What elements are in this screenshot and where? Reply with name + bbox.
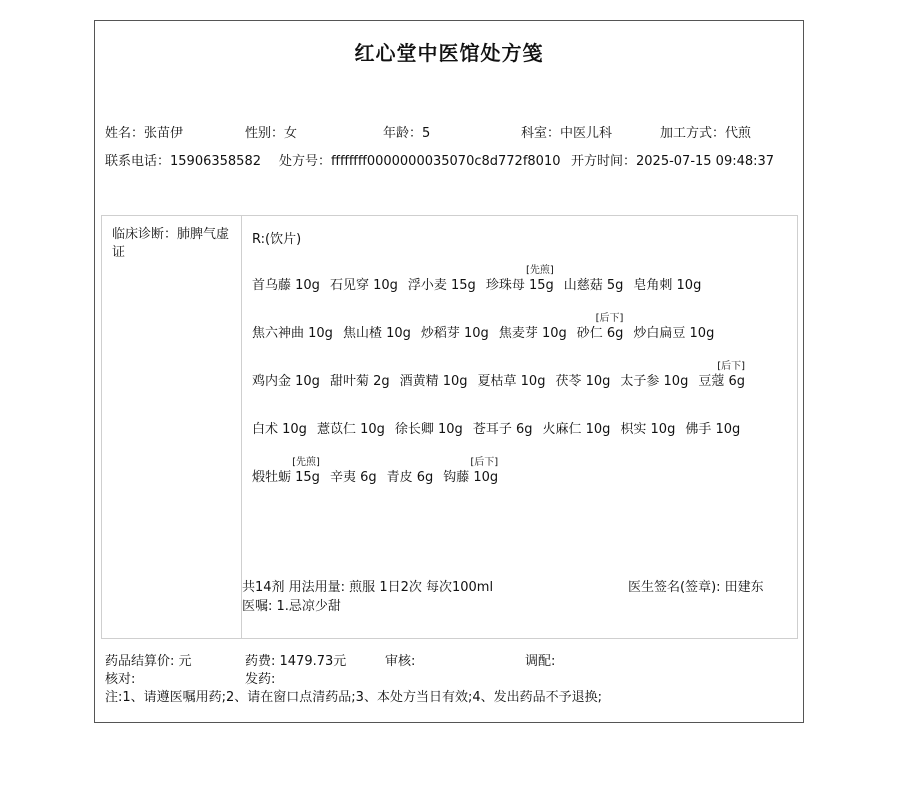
patient-phone: 联系电话：15906358582 [105, 154, 261, 169]
patient-department: 科室：中医儿科 [521, 126, 613, 141]
herb-item [330, 466, 377, 485]
prescription-body [101, 215, 798, 639]
herb-item [317, 418, 385, 437]
herb-item [698, 361, 745, 389]
herb-name-dose: 枳实 10g [620, 422, 676, 437]
herb-item [485, 265, 554, 293]
herb-name-dose: 焦麦芽 10g [498, 326, 567, 341]
drug-fee: 药费: 1479.73元 [245, 654, 347, 669]
herb-line [252, 457, 508, 506]
herb-name-dose: 青皮 6g [386, 470, 434, 485]
document-title: 红心堂中医馆处方笺 [354, 41, 544, 65]
rx-label: R:(饮片) [252, 232, 302, 247]
issue-field: 发药: [245, 672, 276, 687]
herb-item [633, 274, 701, 293]
herb-item [499, 322, 567, 341]
herb-item [252, 457, 320, 485]
settlement-price: 药品结算价: 元 [105, 654, 192, 669]
herb-prep-note: [后下] [470, 457, 499, 468]
herb-name-dose: 炒白扁豆 10g [633, 326, 715, 341]
patient-name: 姓名：张苗伊 [105, 126, 184, 141]
herb-item [343, 322, 411, 341]
herb-line [252, 418, 750, 458]
herb-item [620, 418, 675, 437]
herb-list [252, 216, 797, 638]
herb-line [252, 265, 711, 314]
doctor-advice: 医嘱: 1.忌凉少甜 [242, 599, 341, 614]
herb-name-dose: 焦山楂 10g [342, 326, 411, 341]
herb-name-dose: 徐长卿 10g [394, 422, 463, 437]
herb-name-dose: 辛夷 6g [329, 470, 377, 485]
herb-name-dose: 煅牡蛎 15g [252, 470, 320, 485]
herb-name-dose: 白术 10g [252, 422, 307, 437]
herb-name-dose: 砂仁 6g [576, 326, 624, 341]
prescription-sheet [94, 20, 804, 723]
herb-item [330, 274, 398, 293]
herb-item [252, 370, 320, 389]
herb-prep-note: [先煎] [525, 265, 554, 276]
herb-name-dose: 佛手 10g [685, 422, 741, 437]
herb-item [387, 466, 434, 485]
herb-name-dose: 珍珠母 15g [485, 278, 554, 293]
dispense-field: 调配: [525, 654, 556, 669]
herb-line [252, 313, 724, 362]
clinical-diagnosis: 临床诊断：肺脾气虚证 [102, 216, 242, 638]
herb-name-dose: 山慈菇 5g [563, 278, 624, 293]
herb-name-dose: 鸡内金 10g [252, 374, 320, 389]
herb-item [252, 418, 307, 437]
herb-item [542, 418, 610, 437]
notice-text: 注:1、请遵医嘱用药;2、请在窗口点清药品;3、本处方当日有效;4、发出药品不予退换; [105, 690, 602, 705]
herb-item [685, 418, 740, 437]
herb-name-dose: 甜叶菊 2g [329, 374, 390, 389]
prescription-number: 处方号：ffffffff0000000035070c8d772f8010 [279, 154, 561, 169]
herb-prep-note: [先煎] [292, 457, 320, 468]
herb-item [252, 274, 320, 293]
herb-name-dose: 浮小麦 15g [407, 278, 476, 293]
herb-item [330, 370, 390, 389]
herb-item [443, 457, 499, 485]
herb-prep-note: [后下] [595, 313, 624, 324]
herb-area [242, 216, 797, 638]
herb-name-dose: 皂角刺 10g [633, 278, 702, 293]
usage-instructions: 共14剂 用法用量: 煎服 1日2次 每次100ml [242, 580, 494, 595]
herb-name-dose: 首乌藤 10g [252, 278, 320, 293]
herb-item [473, 418, 533, 437]
herb-item [252, 322, 333, 341]
herb-name-dose: 夏枯草 10g [477, 374, 546, 389]
herb-item [564, 274, 624, 293]
herb-name-dose: 炒稻芽 10g [420, 326, 489, 341]
review-field: 审核: [385, 654, 416, 669]
processing-method: 加工方式：代煎 [660, 126, 752, 141]
herb-item [633, 322, 714, 341]
herb-name-dose: 薏苡仁 10g [316, 422, 385, 437]
herb-name-dose: 茯苓 10g [555, 374, 611, 389]
herb-name-dose: 火麻仁 10g [542, 422, 611, 437]
herb-item [400, 370, 468, 389]
herb-name-dose: 豆蔻 6g [698, 374, 745, 389]
herb-name-dose: 焦六神曲 10g [252, 326, 333, 341]
herb-item [555, 370, 610, 389]
herb-name-dose: 苍耳子 6g [472, 422, 533, 437]
herb-prep-note: [后下] [717, 361, 745, 372]
patient-age: 年龄：5 [383, 126, 431, 141]
herb-line [252, 361, 755, 410]
patient-gender: 性别：女 [245, 126, 298, 141]
herb-item [620, 370, 688, 389]
herb-name-dose: 钩藤 10g [443, 470, 499, 485]
doctor-signature: 医生签名(签章): 田建东 [628, 580, 764, 595]
herb-item [576, 313, 624, 341]
herb-item [395, 418, 463, 437]
prescription-time: 开方时间：2025-07-15 09:48:37 [571, 154, 775, 169]
check-field: 核对: [105, 672, 136, 687]
herb-item [478, 370, 546, 389]
herb-name-dose: 太子参 10g [620, 374, 689, 389]
herb-name-dose: 酒黄精 10g [399, 374, 468, 389]
herb-item [421, 322, 489, 341]
herb-item [408, 274, 476, 293]
herb-name-dose: 石见穿 10g [329, 278, 398, 293]
